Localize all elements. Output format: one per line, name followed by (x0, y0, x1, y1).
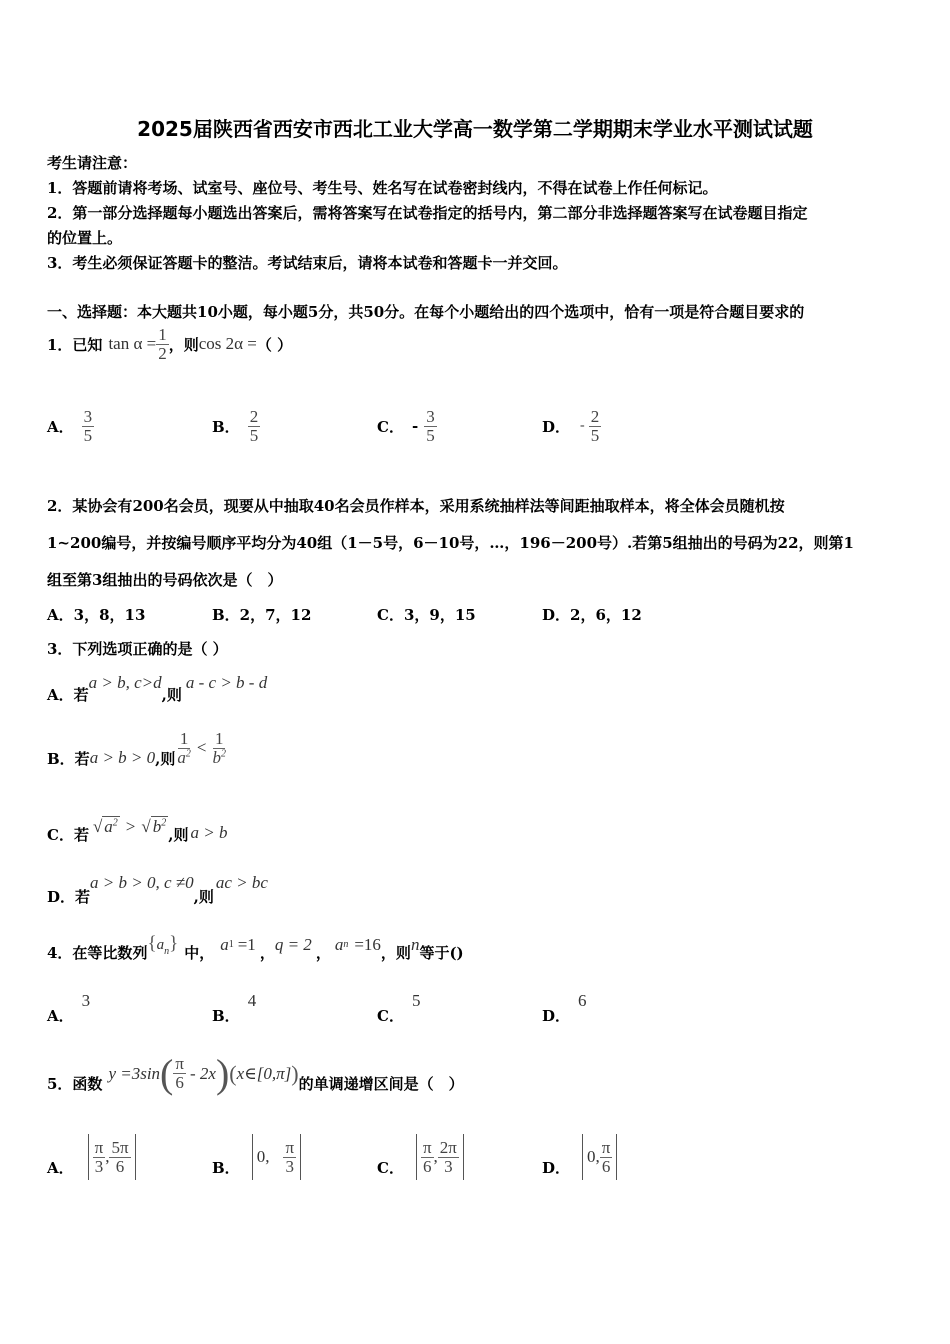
q4-option-a[interactable] (47, 990, 91, 1025)
q1-option-a-frac (82, 408, 95, 445)
q1-tan: tan α = (108, 334, 157, 354)
q5-b-right-den: 3 (285, 1156, 294, 1176)
q1-option-d[interactable] (542, 408, 601, 445)
q4-a-val: 3 (81, 991, 91, 1010)
q4-tail-pre: ，则 (380, 944, 411, 963)
q5-b-right (283, 1139, 296, 1176)
q4-c-val: 5 (411, 991, 421, 1010)
q3-b-left-den-sup: 2 (185, 748, 191, 760)
q4-seq-sub: n (164, 945, 170, 957)
q3-b-left-den-var: a (177, 747, 186, 767)
q5-minus: - 2x (189, 1063, 216, 1083)
q5-option-a[interactable] (47, 1134, 136, 1180)
notice-line-3: 3．考生必须保证答题卡的整洁。考试结束后，请将本试卷和答题卡一并交回。 (47, 254, 568, 272)
q5-c-label: C． (377, 1158, 404, 1177)
q5-a-left-num: π (94, 1137, 104, 1157)
q4-comma-1: ， (259, 944, 275, 963)
q2-line-3: 组至第3组抽出的号码依次是（ ） (47, 571, 283, 589)
q3-c-label: C．若 (47, 826, 89, 844)
q1-c-den: 5 (426, 425, 435, 445)
q4-d-val: 6 (578, 991, 587, 1010)
q5-tail: 的单调递增区间是（ ） (298, 1075, 464, 1093)
q5-option-c[interactable] (377, 1134, 464, 1180)
q1-b-num: 2 (249, 407, 259, 426)
q3-a-label: A．若 (47, 686, 89, 704)
q2-option-b[interactable]: B．2，7，12 (212, 606, 312, 624)
q4-d-label: D． (542, 1007, 571, 1025)
q5-a-comma: , (105, 1147, 110, 1166)
q3-option-c[interactable] (47, 816, 228, 844)
q3-option-a[interactable] (47, 672, 268, 704)
q5-option-b[interactable] (212, 1134, 301, 1180)
notice-line-2b: 的位置上。 (47, 229, 123, 247)
q4-option-b[interactable] (212, 990, 257, 1025)
q3-c-result: a > b (190, 822, 228, 842)
q4-option-d[interactable] (542, 990, 587, 1025)
q4-seq-var: a (156, 937, 165, 953)
q5-c-left-den: 6 (423, 1156, 432, 1176)
q3-c-sqrt-a-var: a (104, 816, 113, 836)
q3-c-greater: > (125, 816, 136, 836)
page-title: 2025届陕西省西安市西北工业大学高一数学第二学期期末学业水平测试试题 (137, 117, 813, 141)
q3-c-sqrt-b: √ $b^2$ (141, 816, 167, 836)
q1-option-d-label: D． (542, 417, 571, 436)
q3-b-less-than: < (196, 738, 207, 758)
q3-d-then: ,则 (193, 888, 214, 906)
q4-a-label: A． (47, 1007, 74, 1025)
q5-domain: x∈[0,π] (236, 1063, 292, 1083)
q1-option-c-frac (424, 408, 437, 445)
q4-a1: a (220, 934, 229, 954)
q4-an: a (334, 934, 344, 954)
q5-a-label: A． (47, 1158, 74, 1177)
q5-c-right-den: 3 (444, 1156, 453, 1176)
q1-d-sign: - (580, 418, 585, 434)
q1-option-b-label: B． (212, 417, 240, 436)
q3-c-sqrt-a-body (102, 816, 120, 836)
q3-b-right-den-var: b (212, 747, 221, 767)
q1-option-a-label: A． (47, 417, 74, 436)
q3-option-b[interactable] (47, 730, 228, 767)
notice-heading: 考生请注意： (47, 154, 138, 172)
q3-b-frac-left (175, 730, 193, 767)
q1-option-b[interactable] (212, 408, 260, 445)
q5-b-label: B． (212, 1158, 240, 1177)
q5-b-right-num: π (285, 1137, 295, 1157)
q3-b-left-den (175, 749, 193, 767)
q1-option-d-frac (589, 408, 602, 445)
q1-fraction (156, 326, 169, 363)
q5-d-right (600, 1139, 613, 1176)
q4-n: n (410, 934, 420, 954)
q5-d-right-den: 6 (601, 1156, 611, 1176)
q1-d-den: 5 (590, 425, 600, 445)
q5-c-comma: , (433, 1147, 438, 1166)
q5-a-right-num: 5π (111, 1137, 129, 1157)
notice-line-1: 1．答题前请将考场、试室号、座位号、考生号、姓名写在试卷密封线内，不得在试卷上作任何标记。 (47, 179, 718, 197)
q5-c-left (421, 1139, 434, 1176)
question-4 (47, 933, 464, 963)
q3-b-left-num: 1 (179, 729, 189, 748)
q5-option-d[interactable] (542, 1134, 617, 1180)
q2-option-d[interactable]: D．2，6，12 (542, 606, 642, 624)
q1-option-b-frac (248, 408, 261, 445)
q3-d-result: ac > bc (215, 873, 268, 892)
q5-d-label: D． (542, 1158, 571, 1177)
q3-b-right-num: 1 (214, 729, 224, 748)
q3-c-sqrt-b-body (151, 816, 169, 836)
q3-c-sqrt-a: √ $a^2$ (92, 816, 118, 836)
q2-line-2: 1~200编号，并按编号顺序平均分为40组（1－5号，6－10号，…，196－200号）.若第5组抽出的号码为22，则第1 (47, 534, 854, 552)
q4-number: 4．在等比数列 (47, 944, 148, 963)
q3-b-frac-right (210, 730, 228, 767)
q5-c-interval (416, 1134, 464, 1180)
q3-b-right-den (210, 749, 228, 767)
q4-comma-2: ， (315, 944, 331, 963)
q1-b-den: 5 (249, 425, 259, 445)
q4-a1-val: =1 (237, 934, 256, 954)
q1-d-num: 2 (590, 407, 600, 426)
q4-a1-sub: 1 (228, 939, 234, 951)
q3-d-cond: a > b > 0, c ≠0 (90, 873, 194, 892)
q1-mid: ，则 (168, 335, 199, 354)
q5-d-left: 0, (587, 1147, 600, 1166)
q5-a-left (93, 1139, 106, 1176)
q3-c-sqrt-a-sup: 2 (112, 816, 118, 828)
q3-stem: 3．下列选项正确的是（ ） (47, 640, 228, 658)
q1-cos: cos 2α = (198, 334, 257, 354)
q5-frac-num: π (175, 1054, 184, 1074)
q4-b-label: B． (212, 1007, 240, 1025)
q1-tail: （ ） (256, 335, 293, 354)
q5-d-interval (582, 1134, 617, 1180)
q5-number: 5．函数 (47, 1075, 103, 1093)
q5-b-interval (252, 1134, 301, 1180)
q4-b-val: 4 (247, 991, 257, 1010)
q5-frac-den: 6 (175, 1073, 184, 1092)
q1-option-c[interactable] (377, 408, 437, 445)
question-1 (47, 326, 292, 363)
q5-domain-close: ) (291, 1060, 299, 1086)
q1-frac-den: 2 (158, 343, 167, 363)
q3-b-then: ,则 (155, 749, 176, 768)
notice-line-2a: 2．第一部分选择题每小题选出答案后，需将答案写在试卷指定的括号内，第二部分非选择题答案写在试卷题目指定 (47, 204, 808, 222)
q2-option-a[interactable]: A．3，8，13 (47, 606, 146, 624)
q5-a-left-den: 3 (94, 1156, 104, 1176)
q3-a-cond: a > b, c>d (88, 673, 162, 692)
q4-mid: 中， (184, 944, 215, 963)
q3-c-then: ,则 (168, 826, 189, 844)
q4-seq: $\{a_n\}$ (147, 933, 179, 957)
q1-option-a[interactable] (47, 408, 94, 445)
q5-c-left-num: π (422, 1137, 432, 1157)
q2-line-1: 2．某协会有200名会员，现要从中抽取40名会员作样本，采用系统抽样法等间距抽取样本，将全体会员随机按 (47, 497, 785, 515)
q5-c-right-num: 2π (439, 1137, 457, 1157)
section-heading: 一、选择题：本大题共10小题，每小题5分，共50分。在每个小题给出的四个选项中，恰有一项是符合题目要求的 (47, 303, 805, 321)
q3-c-sqrt-b-var: b (152, 816, 162, 836)
q3-a-then: ,则 (161, 686, 182, 704)
q4-c-label: C． (377, 1007, 404, 1025)
q5-d-right-num: π (601, 1137, 611, 1157)
q3-d-label: D．若 (47, 888, 91, 906)
q3-c-sqrt-b-sup: 2 (161, 816, 167, 828)
q3-b-label: B．若 (47, 749, 90, 768)
q5-frac (173, 1055, 186, 1092)
q3-b-right-den-sup: 2 (220, 748, 226, 760)
q5-paren-open: ( (160, 1051, 174, 1096)
q1-number: 1．已知 (47, 335, 103, 354)
q4-ratio: q = 2 (274, 934, 312, 954)
q1-frac-num: 1 (158, 325, 167, 344)
q2-option-c[interactable]: C．3，9，15 (377, 606, 476, 624)
q1-c-sign: - (411, 417, 419, 436)
q5-b-left: 0, (256, 1147, 270, 1166)
question-5 (47, 1050, 464, 1097)
q5-a-right (109, 1139, 130, 1176)
q3-b-cond: a > b > 0 (89, 748, 156, 768)
q1-a-num: 3 (83, 407, 93, 426)
q3-a-result: a - c > b - d (185, 673, 268, 692)
q4-option-c[interactable] (377, 990, 421, 1025)
q1-option-c-label: C． (377, 417, 404, 436)
q5-c-right (438, 1139, 459, 1176)
q4-tail: 等于() (419, 944, 464, 963)
q5-domain-open: ( (229, 1060, 237, 1086)
q3-option-d[interactable] (47, 872, 268, 906)
q5-a-right-den: 6 (115, 1156, 125, 1176)
q4-an-sub: n (343, 939, 349, 951)
q1-a-den: 5 (83, 425, 93, 445)
q5-function: y =3sin (108, 1063, 161, 1083)
q4-an-val: =16 (354, 934, 381, 954)
q1-c-num: 3 (426, 407, 435, 426)
q5-a-interval (88, 1134, 136, 1180)
q5-paren-close: ) (215, 1051, 230, 1096)
